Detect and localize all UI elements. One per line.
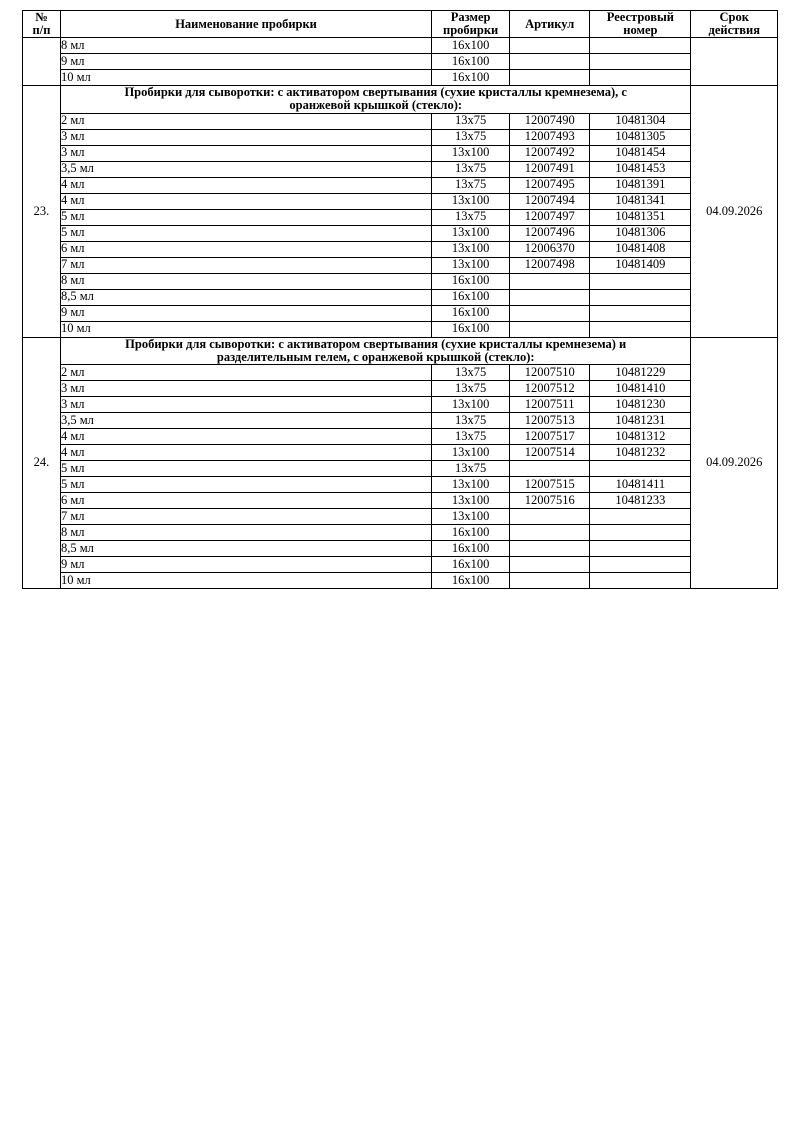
cell-article <box>510 508 590 524</box>
cell-product-name: 8,5 мл <box>60 289 431 305</box>
row-number: 23. <box>23 86 61 337</box>
cell-registry-number: 10481230 <box>590 396 691 412</box>
table-row <box>23 257 778 273</box>
cell-registry-number: 10481312 <box>590 428 691 444</box>
table-row <box>23 524 778 540</box>
cell-product-name: 10 мл <box>60 572 431 588</box>
cell-product-name: 4 мл <box>60 193 431 209</box>
cell-tube-size: 13x75 <box>432 113 510 129</box>
cell-article: 12007495 <box>510 177 590 193</box>
group-title <box>60 337 691 364</box>
cell-article: 12007514 <box>510 444 590 460</box>
cell-article <box>510 460 590 476</box>
cell-tube-size: 13x75 <box>432 460 510 476</box>
cell-tube-size: 13x75 <box>432 129 510 145</box>
column-header-registry-line2: номер <box>623 23 658 38</box>
table-row <box>23 70 778 86</box>
cell-registry-number: 10481306 <box>590 225 691 241</box>
table-row <box>23 289 778 305</box>
cell-tube-size: 13x100 <box>432 257 510 273</box>
column-header-article: Артикул <box>510 11 590 38</box>
cell-product-name: 5 мл <box>60 476 431 492</box>
cell-registry-number: 10481305 <box>590 129 691 145</box>
cell-tube-size: 13x75 <box>432 177 510 193</box>
cell-registry-number: 10481391 <box>590 177 691 193</box>
cell-tube-size: 13x100 <box>432 444 510 460</box>
column-header-number-line1: № <box>35 10 48 24</box>
column-header-size-line1: Размер <box>450 10 491 24</box>
cell-product-name: 8 мл <box>60 273 431 289</box>
cell-article: 12007513 <box>510 412 590 428</box>
cell-article: 12007492 <box>510 145 590 161</box>
cell-tube-size: 16x100 <box>432 572 510 588</box>
table-row <box>23 380 778 396</box>
table-row <box>23 540 778 556</box>
cell-tube-size: 16x100 <box>432 273 510 289</box>
group-title-line1: Пробирки для сыворотки: с активатором свертывания (сухие кристаллы кремнезема), с <box>124 85 627 100</box>
group-title-line2: разделительным гелем, с оранжевой крышкой (стекло): <box>216 349 535 364</box>
table-row <box>23 396 778 412</box>
cell-registry-number: 10481453 <box>590 161 691 177</box>
table-row <box>23 444 778 460</box>
cell-article <box>510 289 590 305</box>
cell-tube-size: 13x75 <box>432 364 510 380</box>
cell-product-name: 3 мл <box>60 380 431 396</box>
cell-article: 12007515 <box>510 476 590 492</box>
cell-tube-size: 13x100 <box>432 508 510 524</box>
cell-article <box>510 305 590 321</box>
cell-article: 12007498 <box>510 257 590 273</box>
cell-product-name: 4 мл <box>60 177 431 193</box>
table-row <box>23 145 778 161</box>
column-header-validity-line2: действия <box>708 23 760 38</box>
cell-tube-size: 16x100 <box>432 321 510 337</box>
cell-product-name: 10 мл <box>60 70 431 86</box>
cell-product-name: 2 мл <box>60 113 431 129</box>
table-row <box>23 193 778 209</box>
cell-article <box>510 273 590 289</box>
table-row <box>23 273 778 289</box>
table-row <box>23 460 778 476</box>
cell-article: 12007494 <box>510 193 590 209</box>
cell-product-name: 2 мл <box>60 364 431 380</box>
cell-tube-size: 13x100 <box>432 225 510 241</box>
cell-registry-number <box>590 460 691 476</box>
table-row <box>23 161 778 177</box>
cell-tube-size: 13x100 <box>432 492 510 508</box>
cell-product-name: 9 мл <box>60 556 431 572</box>
table-body <box>23 38 778 589</box>
row-number: 24. <box>23 337 61 588</box>
cell-registry-number: 10481410 <box>590 380 691 396</box>
cell-product-name: 5 мл <box>60 209 431 225</box>
cell-tube-size: 16x100 <box>432 524 510 540</box>
cell-validity-date: 04.09.2026 <box>691 337 778 588</box>
cell-registry-number <box>590 289 691 305</box>
cell-registry-number: 10481304 <box>590 113 691 129</box>
cell-tube-size: 13x75 <box>432 209 510 225</box>
column-header-number-line2: п/п <box>32 23 51 38</box>
column-header-validity-line1: Срок <box>719 10 749 24</box>
cell-tube-size: 16x100 <box>432 70 510 86</box>
cell-validity-date-continued <box>691 38 778 86</box>
group-title-line1: Пробирки для сыворотки: с активатором свертывания (сухие кристаллы кремнезема) и <box>125 336 627 351</box>
column-header-size-line2: пробирки <box>443 23 499 38</box>
cell-tube-size: 16x100 <box>432 289 510 305</box>
cell-registry-number <box>590 321 691 337</box>
cell-product-name: 7 мл <box>60 508 431 524</box>
cell-product-name: 6 мл <box>60 241 431 257</box>
cell-tube-size: 16x100 <box>432 38 510 54</box>
cell-article <box>510 54 590 70</box>
cell-registry-number: 10481411 <box>590 476 691 492</box>
table-row <box>23 38 778 54</box>
cell-product-name: 9 мл <box>60 305 431 321</box>
table-row <box>23 556 778 572</box>
table-row <box>23 412 778 428</box>
cell-article <box>510 38 590 54</box>
cell-registry-number <box>590 54 691 70</box>
cell-registry-number <box>590 273 691 289</box>
cell-article: 12007496 <box>510 225 590 241</box>
cell-article: 12007491 <box>510 161 590 177</box>
cell-article <box>510 572 590 588</box>
cell-registry-number: 10481409 <box>590 257 691 273</box>
table-row <box>23 508 778 524</box>
table-row <box>23 364 778 380</box>
cell-product-name: 8 мл <box>60 524 431 540</box>
cell-product-name: 6 мл <box>60 492 431 508</box>
group-title-line2: оранжевой крышкой (стекло): <box>289 98 463 113</box>
column-header-registry <box>590 11 691 38</box>
cell-tube-size: 13x75 <box>432 380 510 396</box>
cell-article <box>510 524 590 540</box>
column-header-name: Наименование пробирки <box>60 11 431 38</box>
group-header-row <box>23 86 778 113</box>
cell-product-name: 4 мл <box>60 428 431 444</box>
cell-tube-size: 16x100 <box>432 556 510 572</box>
cell-product-name: 5 мл <box>60 225 431 241</box>
cell-registry-number: 10481229 <box>590 364 691 380</box>
cell-tube-size: 16x100 <box>432 54 510 70</box>
table-row <box>23 321 778 337</box>
cell-article <box>510 70 590 86</box>
cell-tube-size: 13x100 <box>432 476 510 492</box>
cell-article <box>510 321 590 337</box>
cell-registry-number <box>590 70 691 86</box>
cell-registry-number <box>590 38 691 54</box>
cell-article: 12007510 <box>510 364 590 380</box>
cell-product-name: 4 мл <box>60 444 431 460</box>
table-row <box>23 476 778 492</box>
cell-product-name: 3 мл <box>60 145 431 161</box>
cell-registry-number <box>590 524 691 540</box>
table-row <box>23 113 778 129</box>
column-header-size <box>432 11 510 38</box>
row-number-continued <box>23 38 61 86</box>
table-header-row <box>23 11 778 38</box>
cell-article <box>510 540 590 556</box>
cell-product-name: 7 мл <box>60 257 431 273</box>
cell-article: 12007516 <box>510 492 590 508</box>
group-title <box>60 86 691 113</box>
column-header-validity <box>691 11 778 38</box>
cell-product-name: 8 мл <box>60 38 431 54</box>
table-row <box>23 177 778 193</box>
cell-tube-size: 13x100 <box>432 193 510 209</box>
cell-registry-number <box>590 508 691 524</box>
group-header-row <box>23 337 778 364</box>
table-row <box>23 54 778 70</box>
cell-article: 12007517 <box>510 428 590 444</box>
cell-article: 12007512 <box>510 380 590 396</box>
product-table <box>22 10 778 589</box>
cell-tube-size: 16x100 <box>432 540 510 556</box>
table-row <box>23 428 778 444</box>
cell-tube-size: 13x100 <box>432 145 510 161</box>
table-row <box>23 209 778 225</box>
cell-product-name: 8,5 мл <box>60 540 431 556</box>
cell-registry-number: 10481454 <box>590 145 691 161</box>
column-header-number <box>23 11 61 38</box>
cell-registry-number: 10481341 <box>590 193 691 209</box>
cell-product-name: 3 мл <box>60 129 431 145</box>
cell-registry-number: 10481233 <box>590 492 691 508</box>
cell-article: 12007497 <box>510 209 590 225</box>
cell-product-name: 3 мл <box>60 396 431 412</box>
cell-tube-size: 13x100 <box>432 396 510 412</box>
cell-registry-number: 10481408 <box>590 241 691 257</box>
cell-product-name: 3,5 мл <box>60 412 431 428</box>
cell-registry-number: 10481231 <box>590 412 691 428</box>
cell-tube-size: 16x100 <box>432 305 510 321</box>
column-header-registry-line1: Реестровый <box>606 10 674 24</box>
cell-tube-size: 13x75 <box>432 412 510 428</box>
cell-tube-size: 13x75 <box>432 161 510 177</box>
cell-validity-date: 04.09.2026 <box>691 86 778 337</box>
cell-registry-number <box>590 556 691 572</box>
table-header <box>23 11 778 38</box>
cell-product-name: 9 мл <box>60 54 431 70</box>
cell-article <box>510 556 590 572</box>
cell-article: 12006370 <box>510 241 590 257</box>
cell-registry-number: 10481232 <box>590 444 691 460</box>
cell-article: 12007490 <box>510 113 590 129</box>
cell-registry-number <box>590 305 691 321</box>
cell-registry-number: 10481351 <box>590 209 691 225</box>
cell-tube-size: 13x100 <box>432 241 510 257</box>
cell-registry-number <box>590 572 691 588</box>
cell-product-name: 5 мл <box>60 460 431 476</box>
table-row <box>23 241 778 257</box>
table-row <box>23 572 778 588</box>
cell-tube-size: 13x75 <box>432 428 510 444</box>
cell-product-name: 3,5 мл <box>60 161 431 177</box>
cell-registry-number <box>590 540 691 556</box>
table-row <box>23 225 778 241</box>
table-row <box>23 305 778 321</box>
cell-article: 12007511 <box>510 396 590 412</box>
table-row <box>23 492 778 508</box>
cell-product-name: 10 мл <box>60 321 431 337</box>
cell-article: 12007493 <box>510 129 590 145</box>
table-row <box>23 129 778 145</box>
